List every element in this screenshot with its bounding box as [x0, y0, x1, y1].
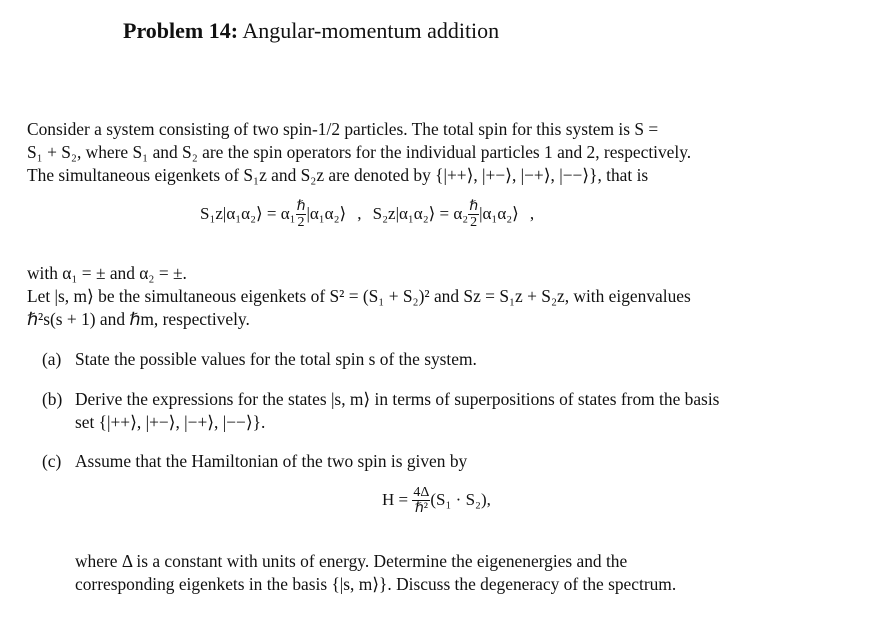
- hamiltonian-equation: [382, 486, 542, 534]
- question-text: State the possible values for the total spin s of the system.: [75, 349, 477, 369]
- intro-line: The simultaneous eigenkets of S₁z and S₂z are denoted by {|++⟩, |+−⟩, |−+⟩, |−−⟩}, that is: [27, 165, 649, 185]
- problem-title-text: Angular-momentum addition: [242, 18, 500, 43]
- question-label: (a): [42, 349, 62, 369]
- question-label: (b): [42, 389, 63, 409]
- eq1-separator: ,: [357, 203, 362, 223]
- problem-colon: :: [230, 18, 239, 43]
- intro-line: Consider a system consisting of two spin-1/2 particles. The total spin for this system is S =: [27, 119, 659, 139]
- hbar-over-two-fraction: [296, 200, 307, 230]
- definition-line: with α₁ = ± and α₂ = ±.: [27, 263, 187, 283]
- problem-label: Problem 14: [123, 18, 231, 43]
- frac-denominator: 2: [297, 215, 305, 230]
- eq2-lhs: H =: [382, 489, 409, 509]
- question-text-line: set {|++⟩, |+−⟩, |−+⟩, |−−⟩}.: [75, 412, 266, 432]
- question-label: (c): [42, 451, 62, 471]
- eq1-right: S₂z|α₁α₂⟩ = α₂: [372, 203, 469, 223]
- question-text-line: Derive the expressions for the states |s, m⟩ in terms of superpositions of states from the basis: [75, 389, 720, 409]
- question-a: [42, 348, 842, 371]
- question-b: [42, 388, 842, 434]
- frac-numerator: ℏ: [296, 199, 306, 214]
- hbar-over-two-fraction: [468, 200, 479, 230]
- question-c: [42, 450, 842, 473]
- closing-paragraph: [75, 550, 842, 596]
- question-text: Assume that the Hamiltonian of the two spin is given by: [75, 451, 468, 471]
- eq1-left-tail: |α₁α₂⟩: [306, 203, 347, 223]
- page-title: [123, 18, 499, 44]
- question-text: [75, 388, 842, 434]
- frac-numerator: 4Δ: [413, 485, 430, 500]
- eq1-right-tail: |α₁α₂⟩: [479, 203, 519, 223]
- closing-line: where Δ is a constant with units of energy. Determine the eigenenergies and the: [75, 551, 628, 571]
- intro-paragraph: [27, 118, 842, 187]
- definitions-paragraph: [27, 262, 842, 331]
- delta-over-hbar-fraction: [412, 486, 430, 516]
- definition-line: ℏ²s(s + 1) and ℏm, respectively.: [27, 309, 250, 329]
- eq1-end: ,: [529, 203, 535, 223]
- intro-line: S₁ + S₂, where S₁ and S₂ are the spin operators for the individual particles 1 and 2, respectively.: [27, 142, 692, 162]
- eigenvalue-equation: [200, 200, 670, 244]
- definition-line: Let |s, m⟩ be the simultaneous eigenkets of S² = (S₁ + S₂)² and Sz = S₁z + S₂z, with eigenvalues: [27, 286, 691, 306]
- eq1-left: S₁z|α₁α₂⟩ = α₁: [200, 203, 296, 223]
- closing-line: corresponding eigenkets in the basis {|s, m⟩}. Discuss the degeneracy of the spectrum.: [75, 574, 677, 594]
- eq2-rhs: (S₁ · S₂),: [430, 489, 491, 509]
- frac-denominator: ℏ²: [414, 501, 428, 516]
- frac-numerator: ℏ: [469, 199, 479, 214]
- frac-denominator: 2: [470, 215, 478, 230]
